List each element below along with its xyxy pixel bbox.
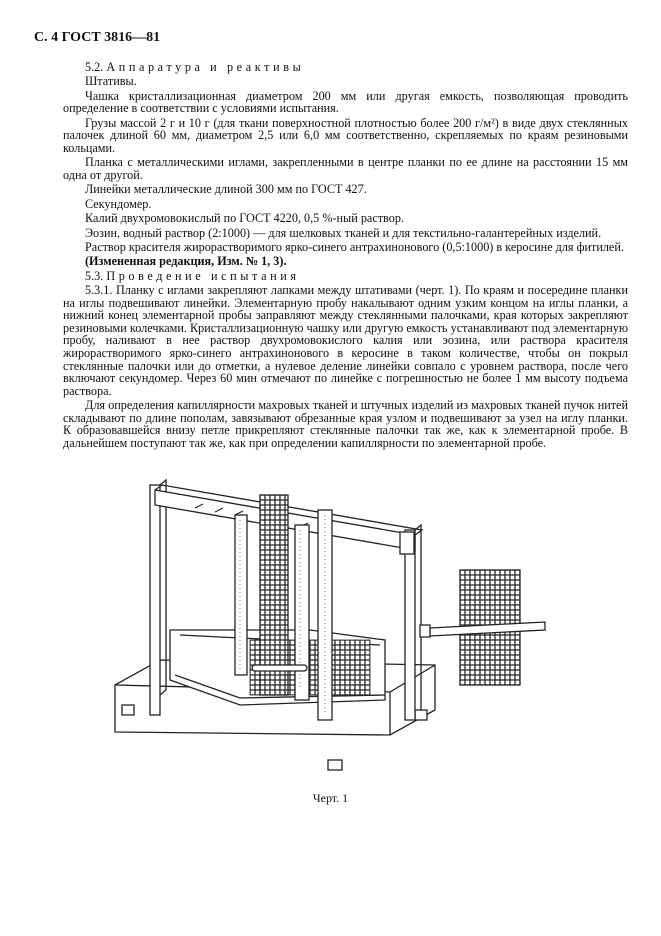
document-body [63,61,628,451]
paragraph: Штативы. [85,74,137,89]
section-heading: 5.3. Проведение испытания [85,268,300,283]
apparatus-figure [100,470,560,780]
amendment-note: (Измененная редакция, Изм. № 1, 3). [85,254,287,269]
paragraph: Калий двухромовокислый по ГОСТ 4220, 0,5 %-ный раствор. [85,211,404,226]
figure-caption: Черт. 1 [312,791,349,805]
paragraph: Для определения капиллярности махровых тканей и штучных изделий из махровых тканей пучок нитей складывают по длине пополам, завязывают обрезанные края узлом и подвешивают за узел на иглу планки. К образовавшейся внизу петле прикрепляют стеклянные палочки так же, как к элементарной пробе. В дальнейшем поступают так же, как при определении капиллярности по элементарной пробе. [63,398,628,450]
section-heading: 5.2. Аппаратура и реактивы [85,60,305,74]
paragraph: Чашка кристаллизационная диаметром 200 мм или другая емкость, позволяющая проводить определение в соответствии с условиями испытания. [63,88,628,116]
paragraph: Грузы массой 2 г и 10 г (для ткани поверхностной плотностью более 200 г/м²) в виде двух стеклянных палочек длиной 60 мм, диаметром 2,5 или 6,0 мм соответственно, скрепляемых по краям резиновыми кольцами. [63,115,628,155]
paragraph: Эозин, водный раствор (2:1000) — для шелковых тканей и для текстильно-галантерейных изделий. [85,225,602,240]
page-header: С. 4 ГОСТ 3816—81 [34,30,161,45]
paragraph: Линейки металлические длиной 300 мм по ГОСТ 427. [85,182,367,197]
paragraph: Секундомер. [85,196,152,211]
paragraph: Раствор красителя жирорастворимого ярко-синего антрахинонового (0,5:1000) в керосине для фитилей. [85,239,624,254]
paragraph: Планка с металлическими иглами, закрепленными в центре планки по ее длине на расстоянии 15 мм одна от другой. [63,155,628,182]
paragraph: 5.3.1. Планку с иглами закрепляют лапками между штативами (черт. 1). По краям и посередине планки на иглы подвешивают линейки. Элементарную пробу накалывают одним узким концом на иглы планки, а нижний конец элементарной пробы заправляют между стеклянными палочками, края которых закрепляют резиновыми колечками. Кристаллизационную чашку или другую емкость устанавливают под элементарную пробу, наливают в нее раствор двухромовокислого калия или эозина, или раствора красителя жирорастворимого ярко-синего антрахинонового в керосине в таком количестве, чтобы он покрыл стеклянные палочки или до отметки, а нулевое деление линейки совпало с уровнем раствора, после чего включают секундомер. Через 60 мин отмечают по линейке с погрешностью не более 1 мм высоту подъема раствора. [63,283,628,398]
